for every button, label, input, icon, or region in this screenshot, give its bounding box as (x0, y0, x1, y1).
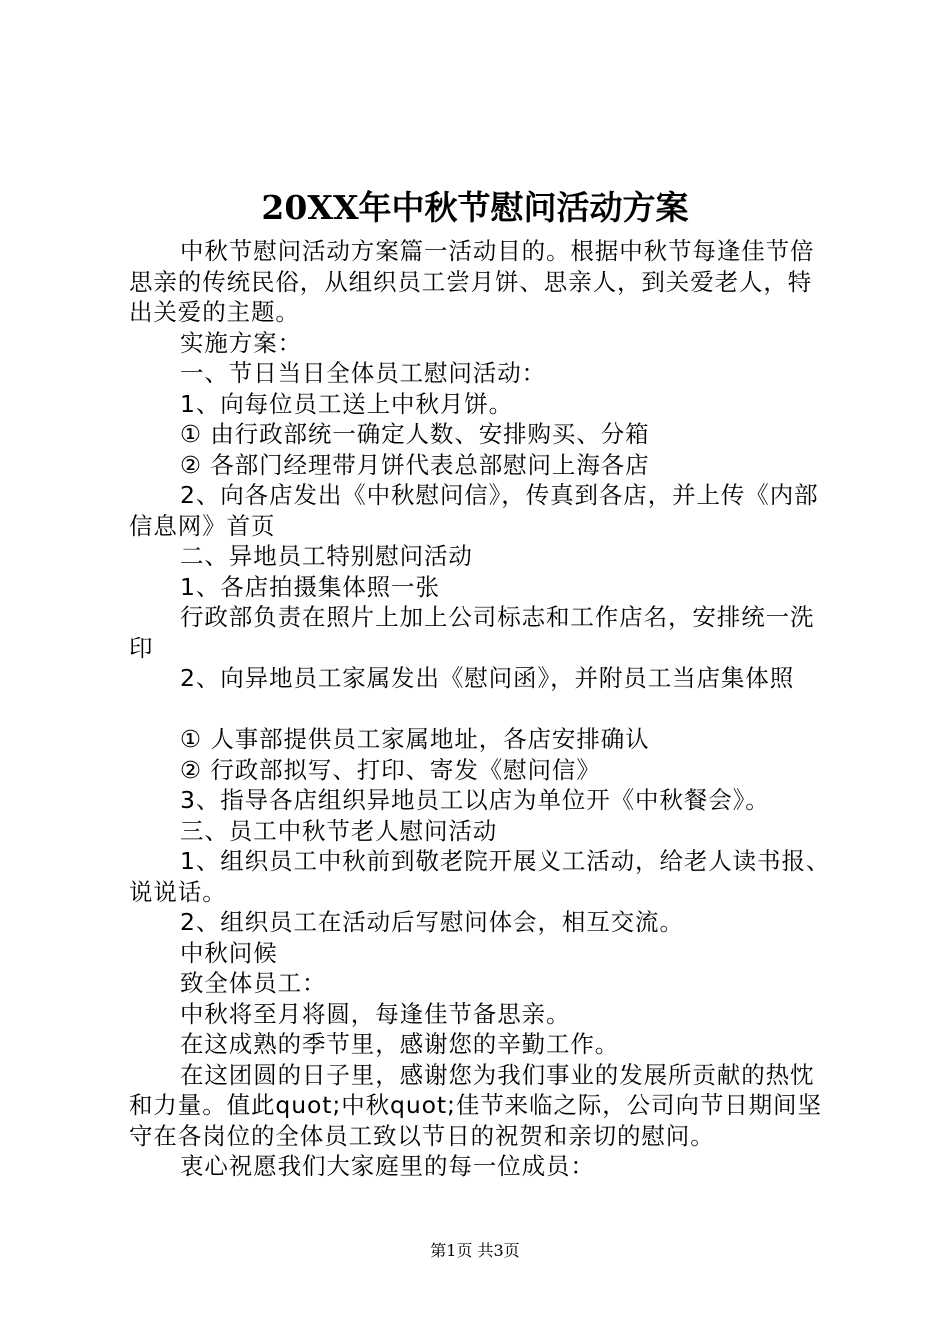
paragraph: 致全体员工： (180, 969, 327, 997)
paragraph: 二、异地员工特别慰问活动 (180, 542, 473, 570)
paragraph: 在这成熟的季节里，感谢您的辛勤工作。 (180, 1030, 620, 1058)
paragraph: 1、组织员工中秋前到敬老院开展义工活动，给老人读书报、说说话。 (129, 847, 831, 906)
paragraph: ① 由行政部统一确定人数、安排购买、分箱 (180, 420, 650, 448)
document-body (129, 236, 835, 1182)
paragraph: 实施方案： (180, 328, 302, 357)
paragraph: 中秋节慰问活动方案篇一活动目的。根据中秋节每逢佳节倍思亲的传统民俗，从组织员工尝月饼、思亲人，到关爱老人，特出关爱的主题。 (129, 237, 815, 326)
paragraph: 行政部负责在照片上加上公司标志和工作店名，安排统一洗印 (129, 603, 815, 662)
page-footer: 第1页 共3页 (430, 1241, 520, 1260)
paragraph: 1、向每位员工送上中秋月饼。 (180, 389, 514, 418)
paragraph: 中秋问候 (180, 938, 278, 967)
paragraph: 三、员工中秋节老人慰问活动 (180, 816, 498, 845)
document-title: 20XX年中秋节慰问活动方案 (261, 188, 689, 227)
paragraph: 一、节日当日全体员工慰问活动： (180, 359, 546, 387)
paragraph: ② 行政部拟写、打印、寄发《慰问信》 (180, 755, 601, 784)
paragraph: ② 各部门经理带月饼代表总部慰问上海各店 (180, 450, 650, 479)
paragraph (129, 694, 835, 725)
paragraph: 3、指导各店组织异地员工以店为单位开《中秋餐会》。 (180, 786, 770, 814)
paragraph: 1、各店拍摄集体照一张 (180, 572, 440, 601)
paragraph: 2、向各店发出《中秋慰问信》，传真到各店，并上传《内部信息网》首页 (129, 481, 819, 540)
paragraph: 中秋将至月将圆，每逢佳节备思亲。 (180, 999, 571, 1028)
paragraph: 衷心祝愿我们大家庭里的每一位成员： (180, 1152, 595, 1180)
paragraph: 2、组织员工在活动后写慰问体会，相互交流。 (180, 908, 684, 936)
paragraph: 在这团圆的日子里，感谢您为我们事业的发展所贡献的热忱和力量。值此quot;中秋quot;佳节来临之际，公司向节日期间坚守在各岗位的全体员工致以节日的祝贺和亲切的慰问。 (129, 1060, 822, 1150)
paragraph: ① 人事部提供员工家属地址，各店安排确认 (180, 725, 650, 753)
paragraph: 2、向异地员工家属发出《慰问函》，并附员工当店集体照 (180, 664, 795, 692)
